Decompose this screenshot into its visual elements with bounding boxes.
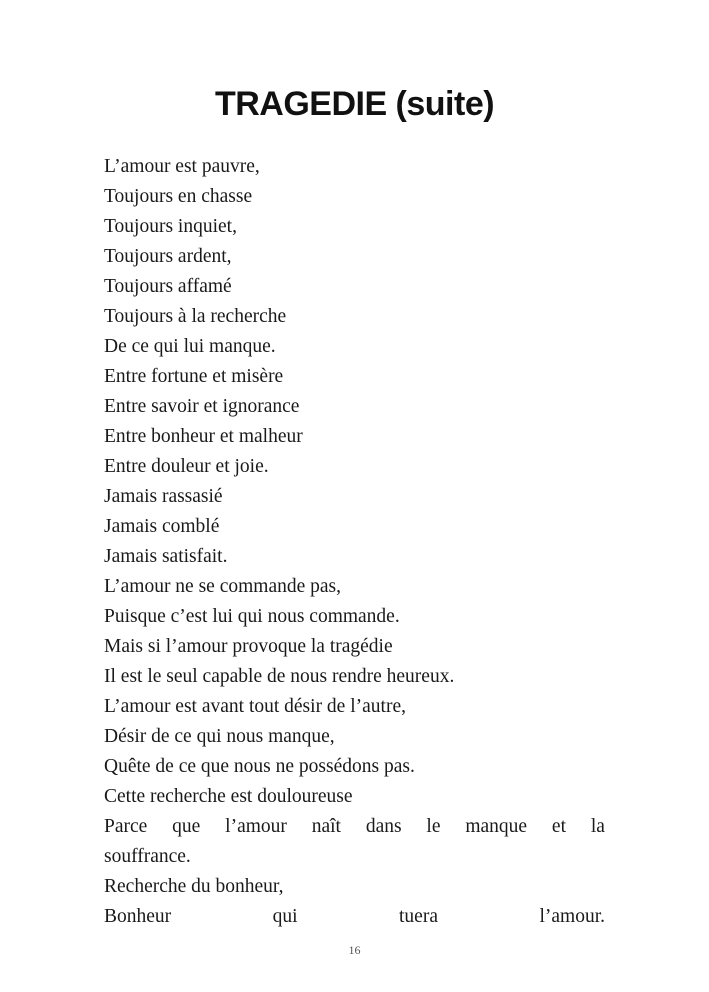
poem-line: souffrance.	[104, 846, 191, 867]
poem-line: Entre douleur et joie.	[104, 456, 269, 477]
poem-word: la	[590, 816, 605, 837]
poem-line-justified	[104, 812, 605, 842]
poem-line-justified-final	[104, 902, 605, 932]
poem-line: Jamais satisfait.	[104, 546, 228, 567]
page-number: 16	[348, 943, 361, 957]
poem-word: Bonheur	[104, 906, 172, 927]
poem-word: qui	[272, 906, 298, 927]
poem-word: le	[426, 816, 441, 837]
poem-line: L’amour ne se commande pas,	[104, 576, 341, 597]
poem-line: Désir de ce qui nous manque,	[104, 726, 335, 747]
poem-line: De ce qui lui manque.	[104, 336, 276, 357]
poem-line: Recherche du bonheur,	[104, 876, 284, 897]
poem-line: Jamais rassasié	[104, 486, 223, 507]
poem-word: l’amour.	[539, 906, 605, 927]
poem-line: Toujours ardent,	[104, 246, 232, 267]
poem-line: Toujours affamé	[104, 276, 232, 297]
poem-line: Puisque c’est lui qui nous commande.	[104, 606, 400, 627]
poem-word: manque	[465, 816, 528, 837]
poem-line: Entre savoir et ignorance	[104, 396, 300, 417]
poem-line: Toujours en chasse	[104, 186, 253, 207]
poem-line: Il est le seul capable de nous rendre heureux.	[104, 666, 455, 687]
poem-body	[104, 152, 605, 932]
poem-word: naît	[311, 816, 341, 837]
poem-line: Jamais comblé	[104, 516, 220, 537]
poem-line: Toujours à la recherche	[104, 306, 287, 327]
poem-line: L’amour est pauvre,	[104, 156, 260, 177]
poem-line: Entre fortune et misère	[104, 366, 284, 387]
poem-line: L’amour est avant tout désir de l’autre,	[104, 696, 406, 717]
poem-word: tuera	[399, 906, 438, 927]
poem-word: dans	[365, 816, 402, 837]
poem-word: Parce	[104, 816, 148, 837]
poem-line: Quête de ce que nous ne possédons pas.	[104, 756, 415, 777]
page-title: TRAGEDIE (suite)	[214, 85, 495, 123]
poem-word: et	[551, 816, 566, 837]
poem-word: que	[172, 816, 201, 837]
poem-line: Toujours inquiet,	[104, 216, 237, 237]
poem-line: Mais si l’amour provoque la tragédie	[104, 636, 393, 657]
poem-line: Cette recherche est douloureuse	[104, 786, 353, 807]
poem-word: l’amour	[225, 816, 287, 837]
poem-line: Entre bonheur et malheur	[104, 426, 303, 447]
